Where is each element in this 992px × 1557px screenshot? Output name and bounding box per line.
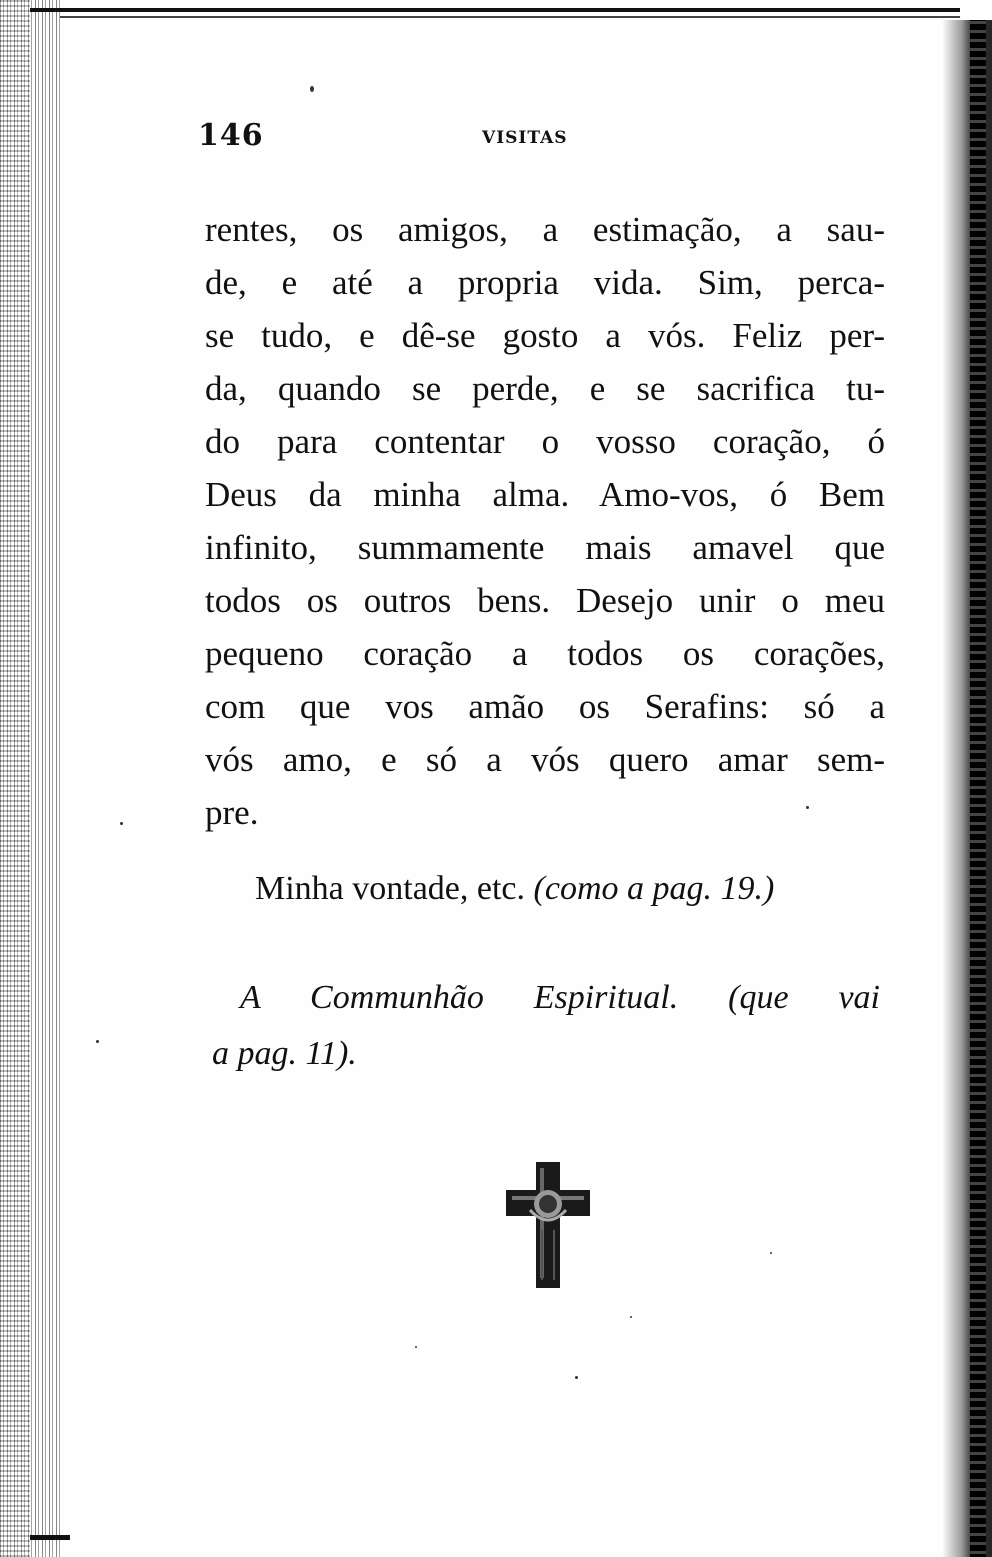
text-line: do para contentar o vosso coração, ó [205, 422, 885, 461]
bottom-border [30, 1535, 70, 1540]
text-line: pre. [205, 793, 259, 832]
cross-icon [502, 1160, 594, 1290]
text-line: infinito, summamente mais amavel que [205, 528, 885, 567]
speck [96, 1040, 99, 1043]
text-line: pequeno coração a todos os corações, [205, 634, 885, 673]
body-paragraph [205, 203, 885, 839]
text-line: da, quando se perde, e se sacrifica tu- [205, 369, 885, 408]
text-line: Deus da minha alma. Amo-vos, ó Bem [205, 475, 885, 514]
speck [575, 1376, 578, 1379]
page-header [198, 118, 818, 158]
top-border [30, 8, 960, 12]
text-line: rentes, os amigos, a estimação, a sau- [205, 210, 885, 249]
speck [770, 1252, 772, 1254]
communhao-note [212, 970, 880, 1082]
speck [415, 1346, 417, 1348]
communhao-line-1: A Communhão Espiritual. (que vai [240, 979, 880, 1016]
page-edge-band-right [970, 20, 986, 1557]
minha-vontade-line [255, 870, 895, 908]
minha-reference: (como a pag. 19.) [533, 870, 775, 907]
text-line: vós amo, e só a vós quero amar sem- [205, 740, 885, 779]
text-line: todos os outros bens. Desejo unir o meu [205, 581, 885, 620]
text-line: com que vos amão os Serafins: só a [205, 687, 885, 726]
top-border-inner [60, 16, 960, 18]
speck [120, 822, 123, 825]
communhao-line-2: a pag. 11). [212, 1035, 357, 1072]
minha-text: Minha vontade, etc. [255, 870, 534, 907]
running-head: VISITAS [482, 128, 568, 148]
text-line: se tudo, e dê-se gosto a vós. Feliz per- [205, 316, 885, 355]
speck [806, 806, 809, 809]
speck [310, 86, 314, 92]
page-number: 146 [198, 118, 264, 153]
binding-shadow-left [0, 0, 30, 1557]
text-line: de, e até a propria vida. Sim, perca- [205, 263, 885, 302]
speck [630, 1316, 632, 1318]
